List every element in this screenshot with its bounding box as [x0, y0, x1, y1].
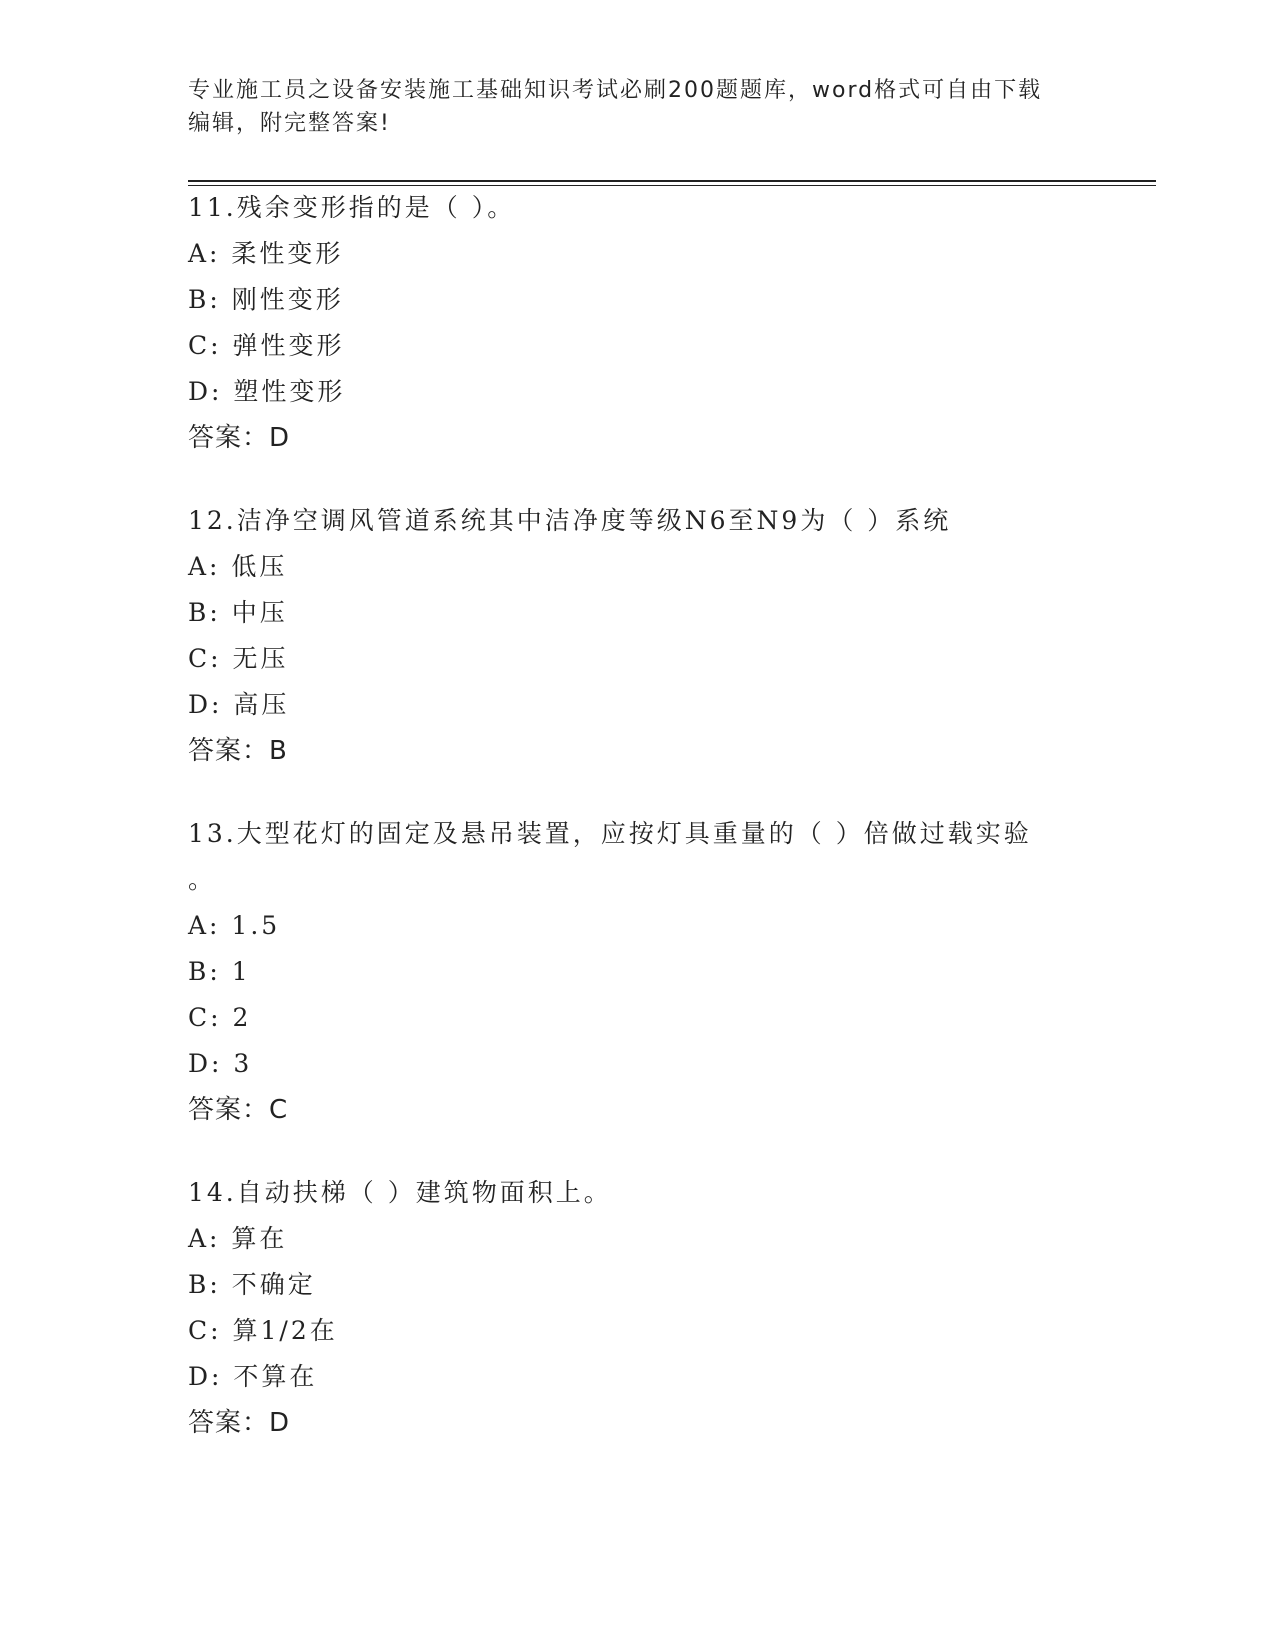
- document-header: [188, 74, 1088, 140]
- option-b: B: 不确定: [188, 1270, 316, 1299]
- option-d: D: 不算在: [188, 1362, 318, 1391]
- option-b: B: 中压: [188, 598, 288, 627]
- question-stem: 14.自动扶梯（ ）建筑物面积上。: [188, 1178, 612, 1207]
- option-d: D: 塑性变形: [188, 377, 346, 406]
- option-c: C: 2: [188, 1003, 252, 1032]
- header-line-1: 专业施工员之设备安装施工基础知识考试必刷200题题库，word格式可自由下载: [188, 78, 1043, 103]
- option-c: C: 无压: [188, 644, 289, 673]
- header-divider-thick: [188, 180, 1156, 182]
- option-d: D: 3: [188, 1049, 253, 1078]
- option-a: A: 柔性变形: [188, 239, 344, 268]
- answer: 答案：C: [188, 1095, 289, 1125]
- question-stem: 13.大型花灯的固定及悬吊装置，应按灯具重量的（ ）倍做过载实验: [188, 819, 1032, 848]
- option-b: B: 刚性变形: [188, 285, 344, 314]
- option-c: C: 算1/2在: [188, 1316, 338, 1345]
- option-a: A: 算在: [188, 1224, 288, 1253]
- option-d: D: 高压: [188, 690, 290, 719]
- question-stem-tail: 。: [188, 865, 217, 894]
- option-b: B: 1: [188, 957, 251, 986]
- question-stem: 11.残余变形指的是（ ）。: [188, 193, 516, 222]
- answer: 答案：D: [188, 423, 291, 453]
- option-c: C: 弹性变形: [188, 331, 345, 360]
- question-stem: 12.洁净空调风管道系统其中洁净度等级N6至N9为（ ）系统: [188, 506, 952, 535]
- question-14: [188, 1170, 1068, 1446]
- question-12: [188, 498, 1068, 774]
- question-13: [188, 811, 1068, 1133]
- answer: 答案：B: [188, 736, 288, 766]
- question-11: [188, 185, 1068, 461]
- header-line-2: 编辑，附完整答案!: [188, 111, 391, 136]
- option-a: A: 低压: [188, 552, 288, 581]
- answer: 答案：D: [188, 1408, 291, 1438]
- option-a: A: 1.5: [188, 911, 281, 940]
